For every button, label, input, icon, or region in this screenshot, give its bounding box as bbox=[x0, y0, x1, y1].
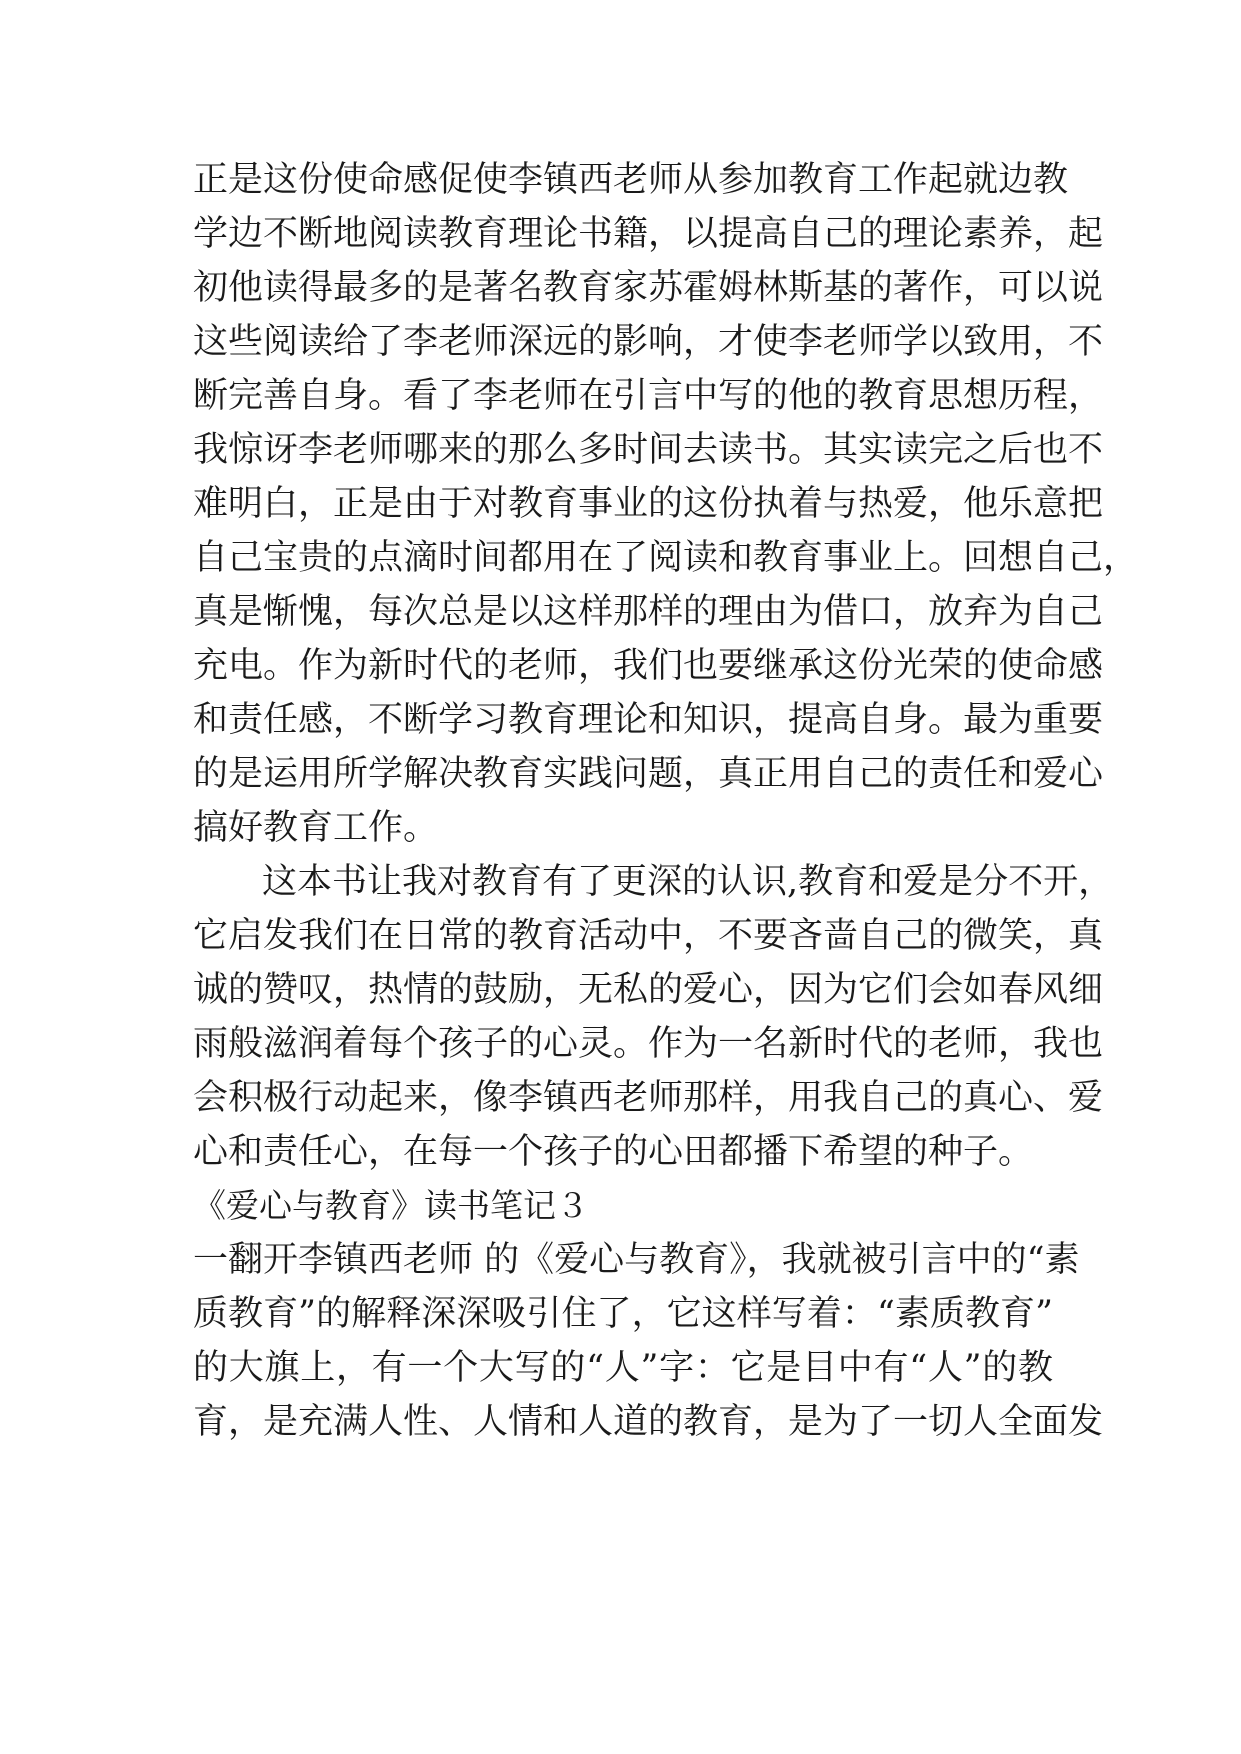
text-line: 这些阅读给了李老师深远的影响，才使李老师学以致用，不 bbox=[193, 322, 1104, 362]
text-line: 它启发我们在日常的教育活动中，不要吝啬自己的微笑，真 bbox=[193, 916, 1104, 956]
text-line: 一翻开李镇西老师 的《爱心与教育》，我就被引言中的“素 bbox=[193, 1240, 1080, 1280]
text-line: 雨般滋润着每个孩子的心灵。作为一名新时代的老师，我也 bbox=[193, 1024, 1104, 1064]
text-line: 难明白，正是由于对教育事业的这份执着与热爱，他乐意把 bbox=[193, 484, 1104, 524]
text-line: 正是这份使命感促使李镇西老师从参加教育工作起就边教 bbox=[193, 160, 1069, 200]
text-line: 和责任感，不断学习教育理论和知识，提高自身。最为重要 bbox=[193, 700, 1104, 740]
text-line: 心和责任心，在每一个孩子的心田都播下希望的种子。 bbox=[193, 1132, 1034, 1172]
text-line: 的大旗上，有一个大写的“人”字：它是目中有“人”的教 bbox=[193, 1348, 1053, 1388]
text-line: 初他读得最多的是著名教育家苏霍姆林斯基的著作，可以说 bbox=[193, 268, 1104, 308]
text-line: 真是惭愧，每次总是以这样那样的理由为借口，放弃为自己 bbox=[193, 592, 1104, 632]
text-line: 育，是充满人性、人情和人道的教育，是为了一切人全面发 bbox=[193, 1402, 1104, 1442]
section-heading: 《爱心与教育》读书笔记３ bbox=[193, 1186, 589, 1225]
text-line: 自己宝贵的点滴时间都用在了阅读和教育事业上。回想自己， bbox=[193, 538, 1139, 578]
text-line: 断完善自身。看了李老师在引言中写的他的教育思想历程， bbox=[193, 376, 1104, 416]
text-line: 会积极行动起来，像李镇西老师那样，用我自己的真心、爱 bbox=[193, 1078, 1104, 1118]
text-line: 搞好教育工作。 bbox=[193, 808, 439, 848]
paragraph-first-line: 这本书让我对教育有了更深的认识,教育和爱是分不开， bbox=[262, 862, 1114, 902]
text-line: 质教育”的解释深深吸引住了，它这样写着：“素质教育” bbox=[193, 1294, 1053, 1334]
text-line: 的是运用所学解决教育实践问题，真正用自己的责任和爱心 bbox=[193, 754, 1104, 794]
text-line: 充电。作为新时代的老师，我们也要继承这份光荣的使命感 bbox=[193, 646, 1104, 686]
text-line: 学边不断地阅读教育理论书籍，以提高自己的理论素养，起 bbox=[193, 214, 1104, 254]
text-line: 我惊讶李老师哪来的那么多时间去读书。其实读完之后也不 bbox=[193, 430, 1104, 470]
text-line: 诚的赞叹，热情的鼓励，无私的爱心，因为它们会如春风细 bbox=[193, 970, 1104, 1010]
